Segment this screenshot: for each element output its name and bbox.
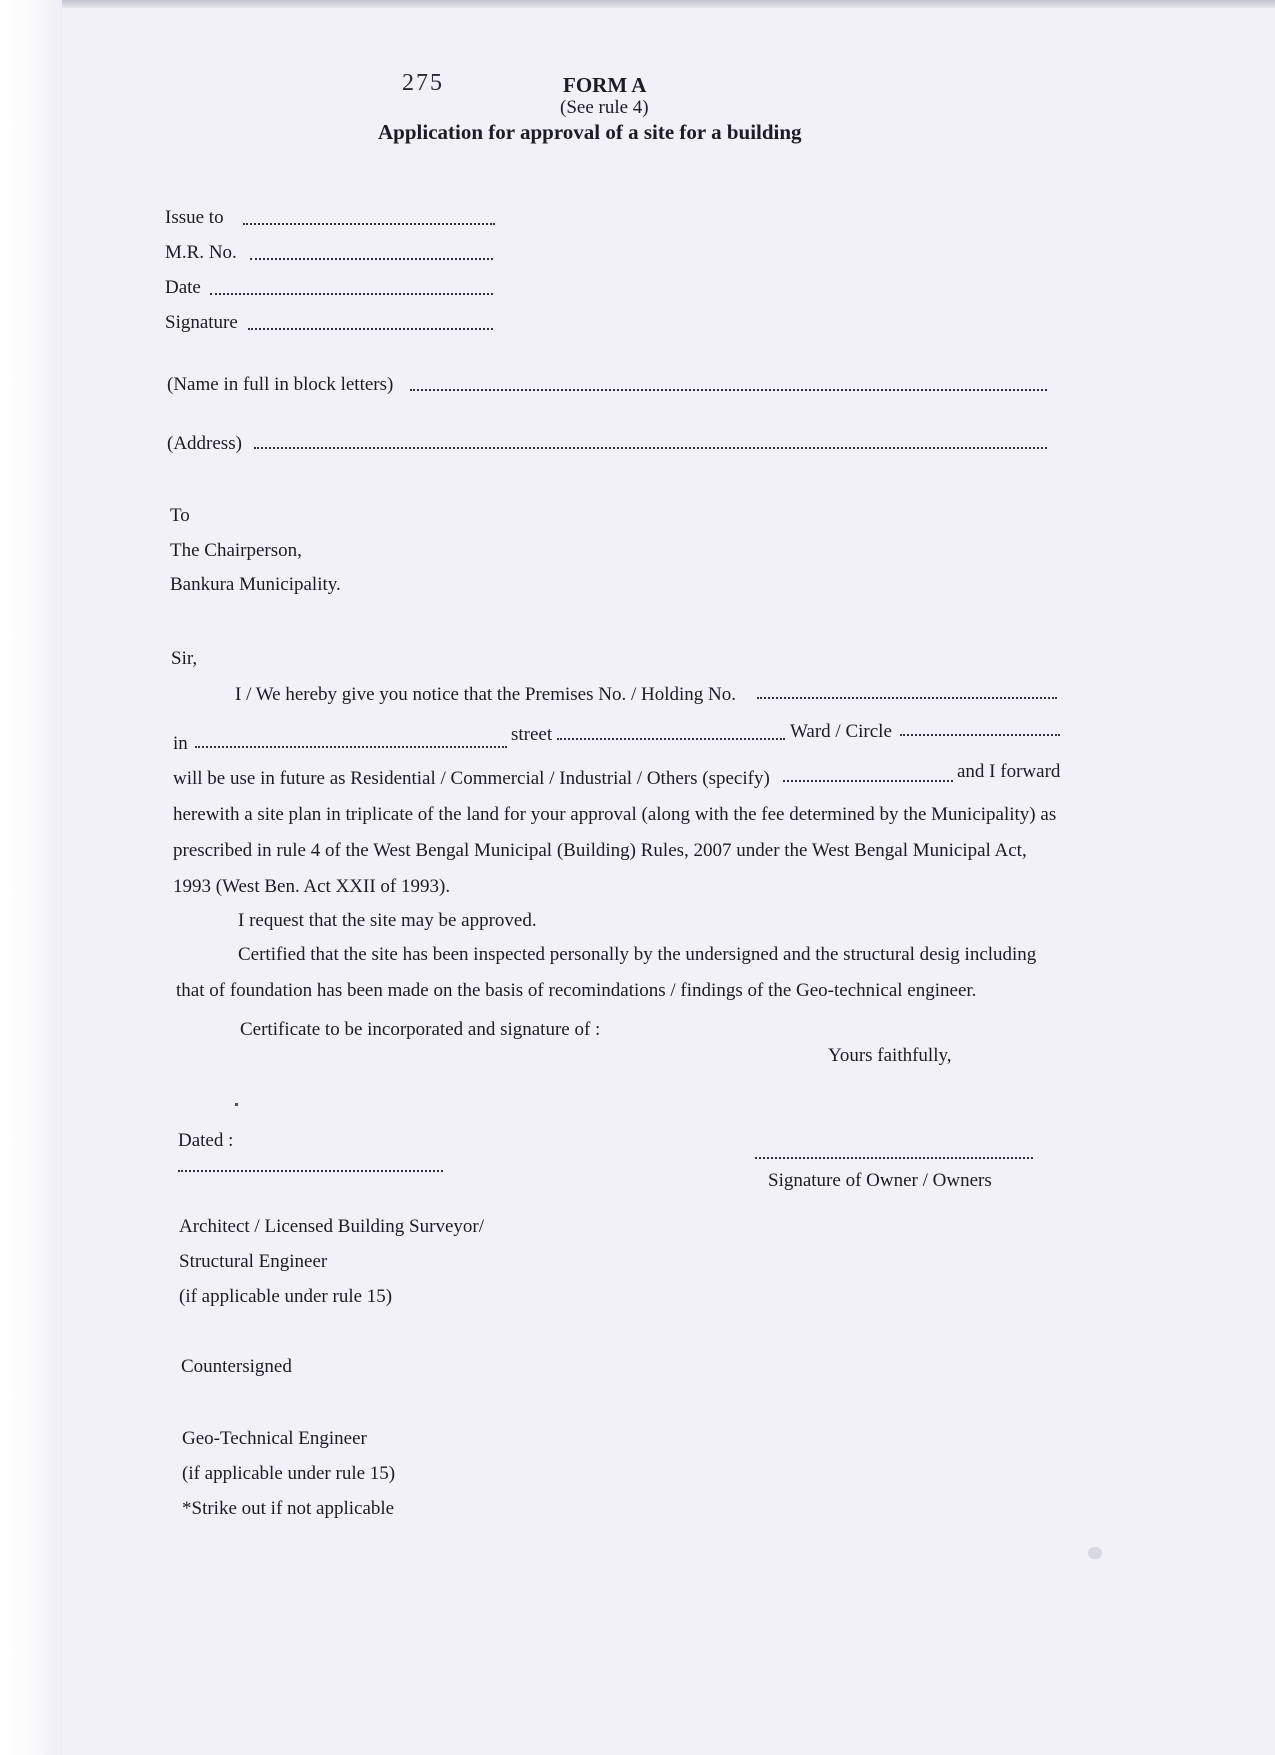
body-line-4: 1993 (West Ben. Act XXII of 1993). bbox=[173, 876, 451, 897]
dated-label: Dated : bbox=[178, 1130, 234, 1151]
salutation: Sir, bbox=[171, 648, 198, 669]
name-field[interactable] bbox=[410, 389, 1047, 391]
geo-line-1: Geo-Technical Engineer bbox=[182, 1428, 367, 1449]
street-field[interactable] bbox=[557, 738, 785, 740]
issue-to-field[interactable] bbox=[243, 223, 495, 225]
name-label: (Name in full in block letters) bbox=[167, 374, 394, 395]
issue-to-label: Issue to bbox=[165, 207, 224, 228]
scan-shadow-top bbox=[62, 0, 1275, 8]
street-label: street bbox=[511, 724, 553, 745]
scan-margin-left bbox=[0, 0, 62, 1755]
addressee-designation: The Chairperson, bbox=[170, 540, 302, 561]
date-label: Date bbox=[165, 277, 201, 298]
rule-reference: (See rule 4) bbox=[560, 97, 649, 118]
scan-smudge bbox=[1088, 1547, 1102, 1559]
dated-field[interactable] bbox=[178, 1170, 443, 1172]
strike-out-note: *Strike out if not applicable bbox=[182, 1498, 395, 1519]
document-title: Application for approval of a site for a building bbox=[378, 120, 802, 144]
closing: Yours faithfully, bbox=[828, 1045, 952, 1066]
holding-no-field[interactable] bbox=[757, 697, 1057, 699]
form-title: FORM A bbox=[563, 73, 647, 97]
addressee-office: Bankura Municipality. bbox=[170, 574, 341, 595]
signature-label: Signature bbox=[165, 312, 238, 333]
ward-field[interactable] bbox=[900, 734, 1060, 736]
request-text: I request that the site may be approved. bbox=[238, 910, 537, 931]
to-label: To bbox=[170, 505, 190, 526]
page-number: 275 bbox=[402, 70, 444, 96]
use-specify-field[interactable] bbox=[783, 780, 953, 782]
locality-field[interactable] bbox=[195, 746, 507, 748]
owner-signature-label: Signature of Owner / Owners bbox=[768, 1170, 992, 1191]
use-text: will be use in future as Residential / Commercial / Industrial / Others (specify) bbox=[173, 768, 770, 789]
scan-speck bbox=[235, 1103, 238, 1106]
architect-line-3: (if applicable under rule 15) bbox=[179, 1286, 393, 1307]
signature-field[interactable] bbox=[248, 328, 493, 330]
architect-line-2: Structural Engineer bbox=[179, 1251, 328, 1272]
geo-line-2: (if applicable under rule 15) bbox=[182, 1463, 396, 1484]
countersigned-label: Countersigned bbox=[181, 1356, 292, 1377]
in-label: in bbox=[173, 733, 188, 754]
mr-no-field[interactable] bbox=[250, 258, 493, 260]
owner-signature-field[interactable] bbox=[755, 1157, 1033, 1159]
body-line-2: herewith a site plan in triplicate of the land for your approval (along with the fee determined by the Municipality) as bbox=[173, 804, 1057, 825]
ward-label: Ward / Circle bbox=[790, 721, 892, 742]
certificate-text: Certificate to be incorporated and signature of : bbox=[240, 1019, 601, 1040]
forward-text: and I forward bbox=[957, 761, 1061, 782]
architect-line-1: Architect / Licensed Building Surveyor/ bbox=[179, 1216, 484, 1237]
certified-line-1: Certified that the site has been inspected personally by the undersigned and the structural desig including bbox=[238, 944, 1037, 965]
mr-no-label: M.R. No. bbox=[165, 242, 237, 263]
certified-line-2: that of foundation has been made on the basis of recomindations / findings of the Geo-technical engineer. bbox=[176, 980, 977, 1001]
date-field[interactable] bbox=[210, 293, 493, 295]
address-label: (Address) bbox=[167, 433, 242, 454]
body-line-3: prescribed in rule 4 of the West Bengal Municipal (Building) Rules, 2007 under the West Bengal Municipal Act, bbox=[173, 840, 1027, 861]
address-field[interactable] bbox=[254, 447, 1047, 449]
notice-text: I / We hereby give you notice that the Premises No. / Holding No. bbox=[235, 684, 736, 705]
